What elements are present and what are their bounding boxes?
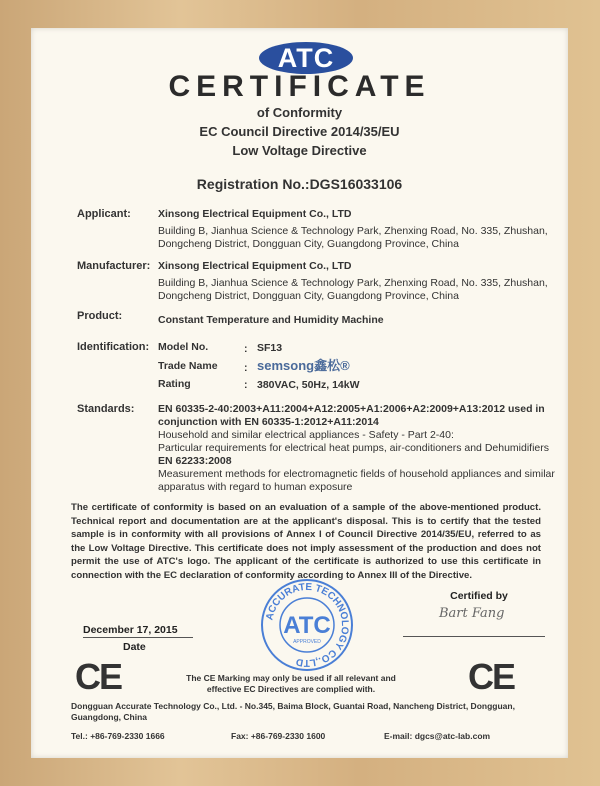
date-value: December 17, 2015 bbox=[83, 624, 178, 636]
ce-note: The CE Marking may only be used if all relevant and bbox=[186, 673, 396, 683]
product-value: Constant Temperature and Humidity Machine bbox=[158, 314, 384, 326]
footer-fax: Fax: +86-769-2330 1600 bbox=[231, 731, 326, 741]
standards-label: Standards: bbox=[77, 403, 135, 415]
applicant-address-1: Building B, Jianhua Science & Technology Park, Zhenxing Road, No. 335, Zhushan, bbox=[158, 225, 548, 237]
svg-text:ATC: ATC bbox=[283, 612, 331, 639]
trade-name-label: Trade Name bbox=[158, 360, 218, 372]
footer-address: Dongguan Accurate Technology Co., Ltd. - No.345, Baima Block, Guantai Road, Nancheng District, Dongguan, bbox=[71, 701, 515, 711]
certificate: ATC CERTIFICATE of Conformity EC Council Directive 2014/35/EU Low Voltage Directive Registration No.:DGS16033106 Applicant: Xinsong Electrical Equipment Co., LTD Building B, Jianhua Science & Technology Park, Zhenxing Road, No. 335, Zhushan, Dongcheng District, Dongguan City, Guangdong Province, China Manufacturer: Xinsong Electrical Equipment Co., LTD Building B, Jianhua Science & Technology Park, Zhenxing Road, No. 335, Zhushan, Dongcheng District, Dongguan City, Guangdong Province, China Product: Constant Temperature and Humidity Machine Identification: Model No. : SF13 Trade Name : semsong鑫松® Rating : 380VAC, 50Hz, 14kW Standards: EN 60335-2-40:2003+A11:2004+A12:2005+A1:2006+A2:2009+A13:2012 used in conjunction with EN 60335-1:2012+A11:2014 Household and similar electrical appliances - Safety - Part 2-40: Particular requirements for electrical heat pumps, air-conditioners and Dehumidifiers EN 62233:2008 Measurement methods for electromagnetic fields of household appliances and similar apparatus with regard to human exposure The certificate of conformity is based on an evaluation of a sample of the above-mentioned product. Technical report and documentation are at the applicant's disposal. This is to certify that the tested sample is in conformity with all provisions of Annex I of Council Directive 2014/35/EU, referred to as the Low Voltage Directive. This certificate does not imply assessment of the production and does not permit the use of ATC's logo. The applicant of the certificate is authorized to use this certificate in connection with the EC declaration of conformity according to Annex III of the Directive. ACCURATE TECHNOLOGY CO.,LTD ATC APPROVED Certified by Bart Fang December 17, 2015 Date CE CE The CE Marking may only be used if all relevant and effective EC Directives are complied with. Dongguan Accurate Technology Co., Ltd. - No.345, Baima Block, Guantai Road, Nancheng District, Dongguan, Guangdong, China Tel.: +86-769-2330 1666 Fax: +86-769-2330 1600 E-mail: dgcs@atc-lab.com bbox=[31, 28, 568, 758]
standard-line: Measurement methods for electromagnetic fields of household appliances and similar bbox=[158, 468, 555, 480]
standard-line: conjunction with EN 60335-1:2012+A11:2014 bbox=[158, 416, 379, 428]
subtitle: of Conformity bbox=[256, 105, 343, 120]
certificate-title: CERTIFICATE bbox=[168, 70, 431, 103]
ce-mark-right: CE bbox=[468, 656, 515, 697]
standard-line: Particular requirements for electrical heat pumps, air-conditioners and Dehumidifiers bbox=[158, 442, 550, 454]
standard-line: EN 62233:2008 bbox=[158, 455, 232, 467]
model-value: SF13 bbox=[257, 342, 283, 354]
svg-text:APPROVED: APPROVED bbox=[293, 639, 321, 645]
standard-line: apparatus with regard to human exposure bbox=[158, 481, 353, 493]
manufacturer-name: Xinsong Electrical Equipment Co., LTD bbox=[158, 260, 352, 272]
product-label: Product: bbox=[77, 310, 123, 322]
signature: Bart Fang bbox=[439, 606, 505, 621]
applicant-label: Applicant: bbox=[77, 208, 131, 220]
directive-name: Low Voltage Directive bbox=[232, 143, 367, 158]
footer-tel: Tel.: +86-769-2330 1666 bbox=[71, 731, 165, 741]
model-label: Model No. bbox=[158, 341, 209, 353]
ce-note: effective EC Directives are complied with. bbox=[206, 684, 376, 694]
rating-label: Rating bbox=[158, 378, 191, 390]
manufacturer-address-2: Dongcheng District, Dongguan City, Guangdong Province, China bbox=[158, 290, 459, 302]
signature-line bbox=[403, 636, 545, 637]
directive: EC Council Directive 2014/35/EU bbox=[199, 124, 400, 139]
manufacturer-address-1: Building B, Jianhua Science & Technology Park, Zhenxing Road, No. 335, Zhushan, bbox=[158, 277, 548, 289]
identification-label: Identification: bbox=[77, 341, 150, 353]
registration-number: Registration No.:DGS16033106 bbox=[196, 176, 403, 192]
standard-line: EN 60335-2-40:2003+A11:2004+A12:2005+A1:2006+A2:2009+A13:2012 used in bbox=[158, 403, 545, 415]
atc-seal bbox=[260, 578, 354, 672]
ce-mark-left: CE bbox=[75, 656, 122, 697]
manufacturer-label: Manufacturer: bbox=[77, 260, 151, 272]
conformity-statement: The certificate of conformity is based on an evaluation of a sample of the above-mentioned product. Technical report and documentation are at the applicant's disposal. This is to certify that the tested sample is in conformity with all provisions of Annex I of Council Directive 2014/35/EU, referred to as the Low Voltage Directive. This certificate does not imply assessment of the production and does not permit the use of ATC's logo. The applicant of the certificate is authorized to use this certificate in connection with the EC declaration of conformity according to Annex III of the Directive. bbox=[71, 502, 541, 581]
atc-logo: ATC bbox=[259, 42, 353, 74]
certified-by-label: Certified by bbox=[450, 590, 508, 602]
footer-email: E-mail: dgcs@atc-lab.com bbox=[384, 731, 491, 741]
svg-text:ACCURATE TECHNOLOGY CO.,LTD: ACCURATE TECHNOLOGY CO.,LTD bbox=[264, 581, 351, 669]
applicant-address-2: Dongcheng District, Dongguan City, Guangdong Province, China bbox=[158, 238, 459, 250]
trade-name-logo: semsong鑫松® bbox=[257, 358, 350, 373]
date-label: Date bbox=[123, 641, 146, 653]
footer-address: Guangdong, China bbox=[71, 712, 148, 722]
applicant-name: Xinsong Electrical Equipment Co., LTD bbox=[158, 208, 352, 220]
date-line bbox=[83, 637, 193, 638]
standard-line: Household and similar electrical appliances - Safety - Part 2-40: bbox=[158, 429, 454, 441]
rating-value: 380VAC, 50Hz, 14kW bbox=[257, 379, 360, 391]
